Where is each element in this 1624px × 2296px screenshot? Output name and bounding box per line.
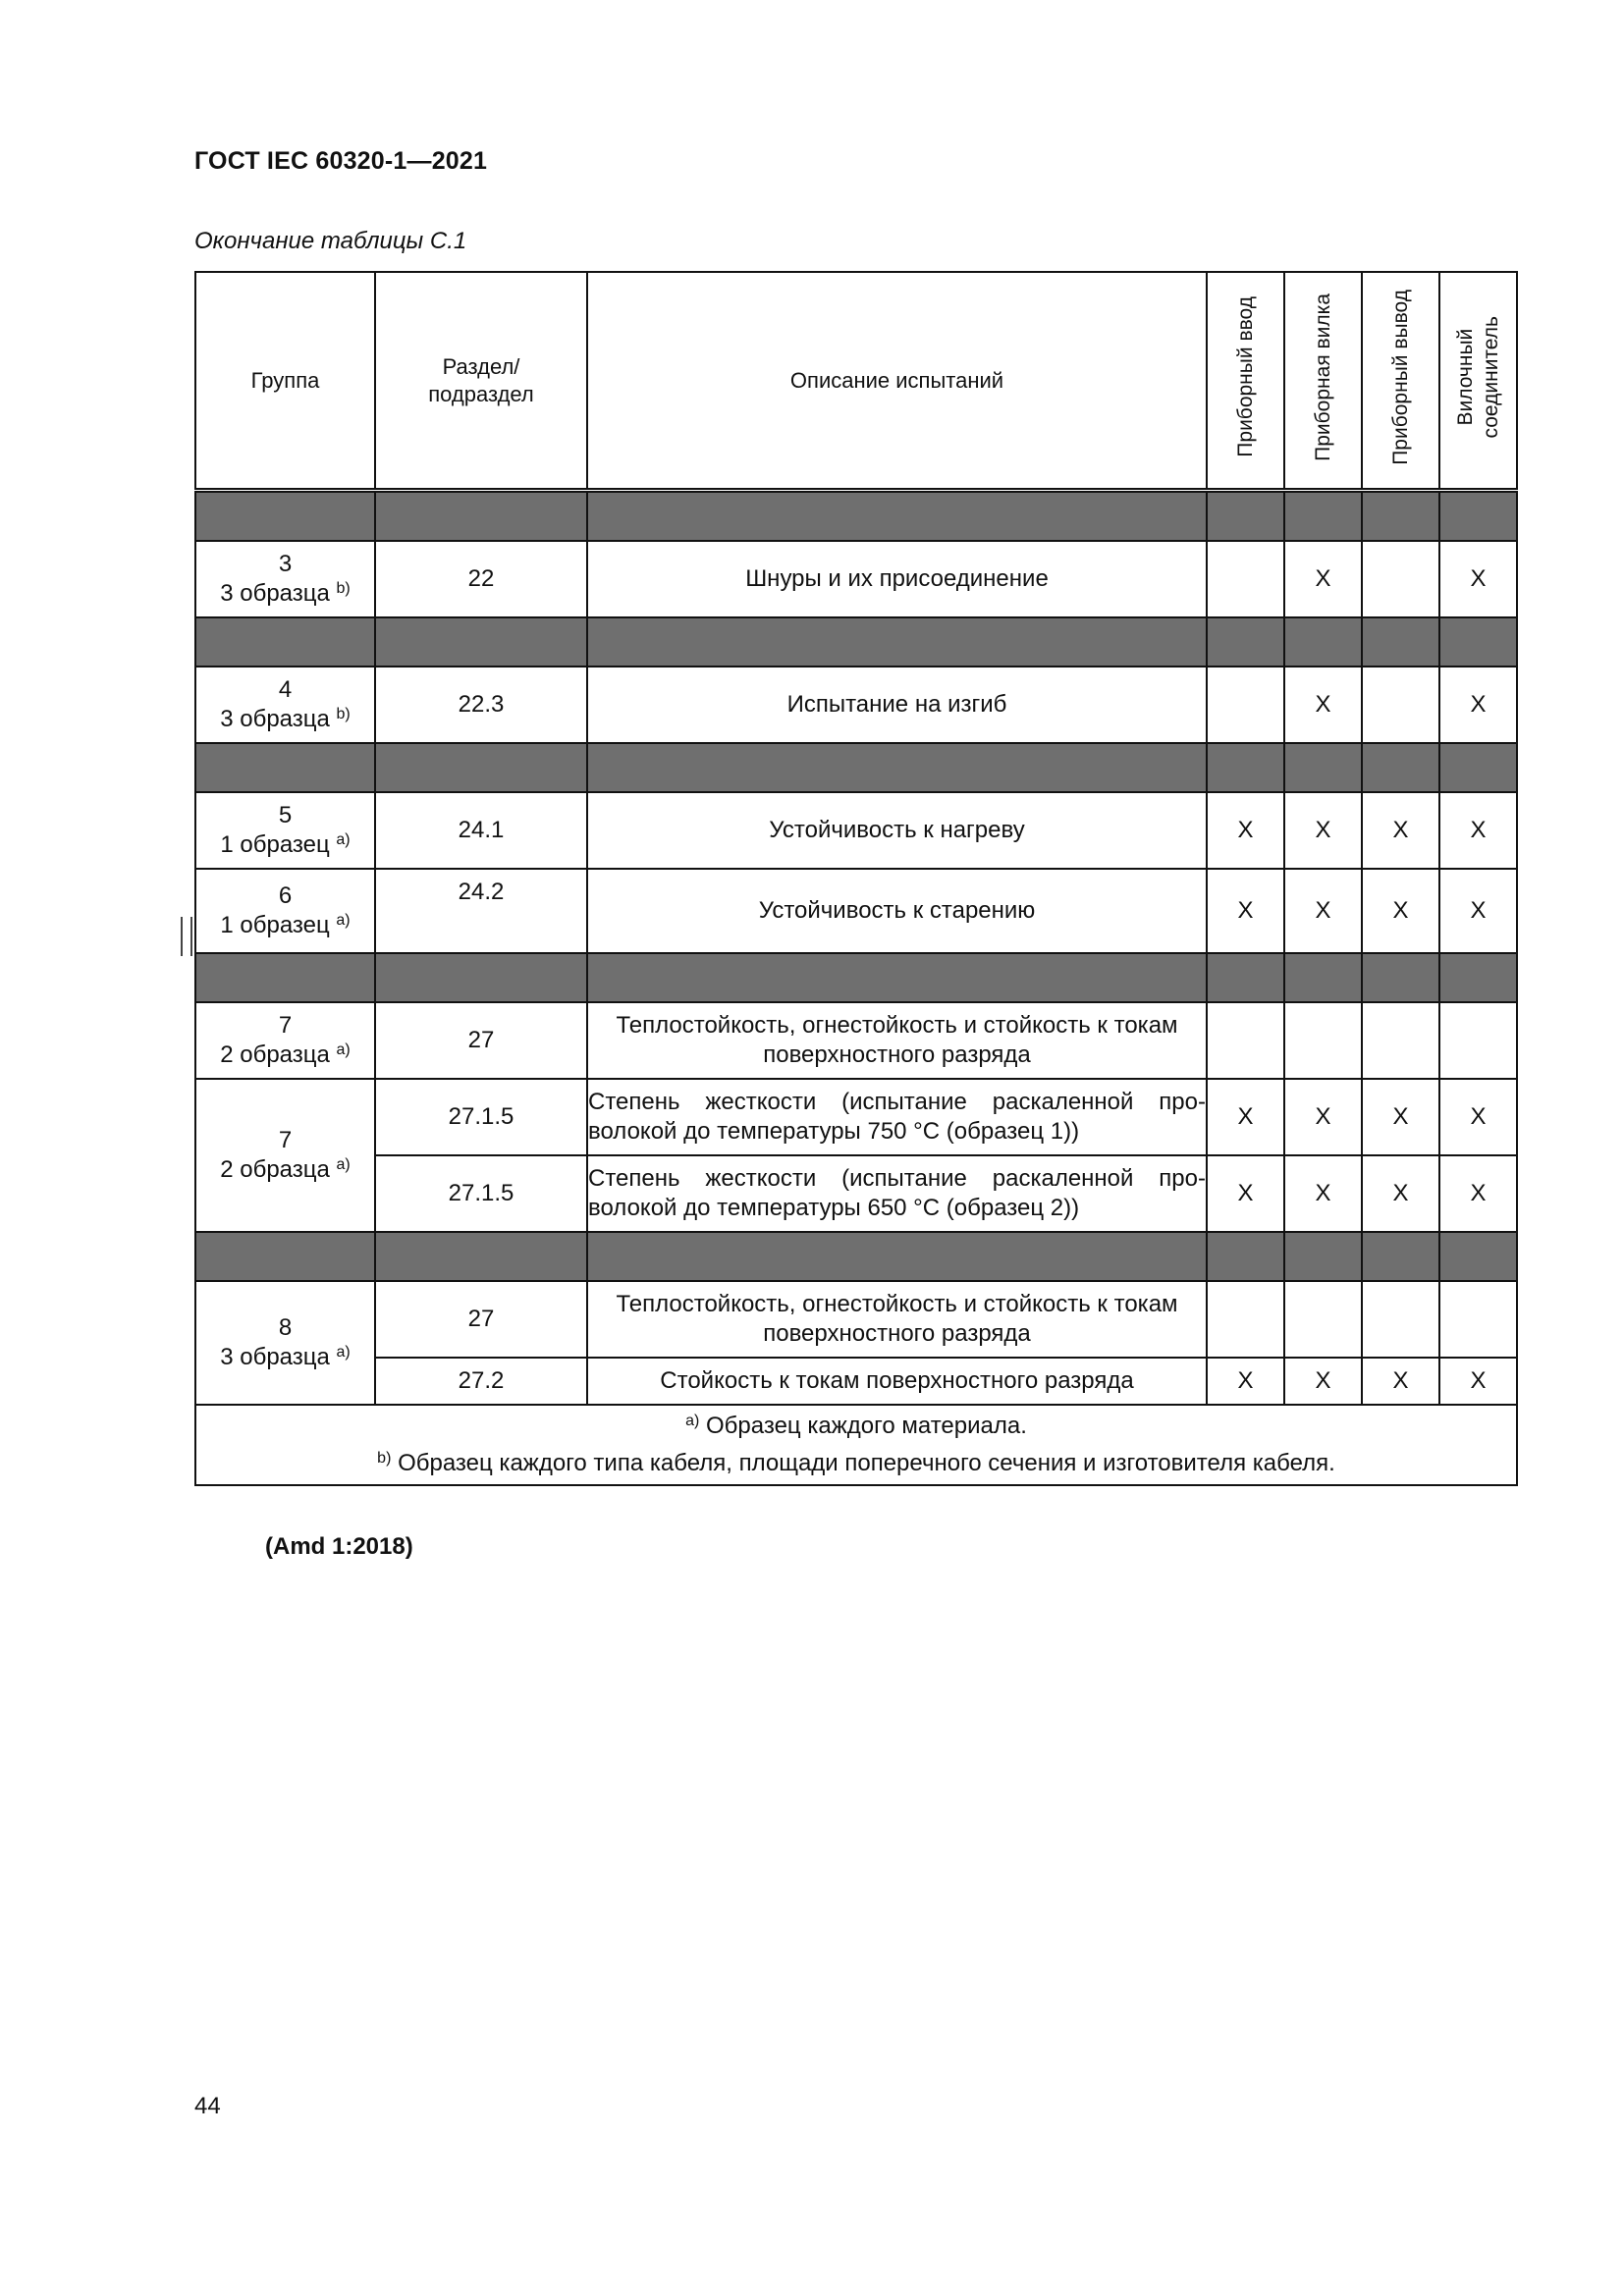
outlet-cell bbox=[1362, 541, 1439, 617]
table-header-row bbox=[195, 272, 1517, 491]
section-cell: 27.2 bbox=[375, 1358, 587, 1405]
inlet-cell bbox=[1207, 1281, 1284, 1358]
table-row bbox=[195, 869, 1517, 953]
table-row bbox=[195, 1002, 1517, 1079]
connector-cell bbox=[1439, 1281, 1517, 1358]
separator-band bbox=[195, 743, 1517, 792]
connector-cell bbox=[1439, 1002, 1517, 1079]
plug-cell: X bbox=[1284, 1079, 1362, 1155]
outlet-cell bbox=[1362, 1281, 1439, 1358]
footnotes bbox=[195, 1405, 1517, 1485]
group-cell: 3 3 образца $^{b)}$ bbox=[195, 541, 375, 617]
test-table bbox=[194, 271, 1518, 1486]
description-cell: Степень жесткости (испытание раскаленной проволокой до температуры 750 °C (образец 1)) bbox=[587, 1079, 1207, 1155]
group-cell: 7 2 образца $^{a)}$ bbox=[195, 1079, 375, 1232]
connector-cell: X bbox=[1439, 541, 1517, 617]
plug-cell bbox=[1284, 1281, 1362, 1358]
footnote-a: $^{a)}$ Образец каждого материала. bbox=[685, 1413, 1027, 1439]
column-header-outlet: Приборный вывод bbox=[1362, 272, 1439, 491]
section-cell: 27.1.5 bbox=[375, 1079, 587, 1155]
column-header-plug: Приборная вилка bbox=[1284, 272, 1362, 491]
section-cell: 27 bbox=[375, 1281, 587, 1358]
group-cell: 7 2 образца $^{a)}$ bbox=[195, 1002, 375, 1079]
outlet-cell: X bbox=[1362, 1358, 1439, 1405]
inlet-cell bbox=[1207, 667, 1284, 743]
inlet-cell: X bbox=[1207, 792, 1284, 869]
section-cell: 22.3 bbox=[375, 667, 587, 743]
footnote-b: $^{b)}$ Образец каждого типа кабеля, площади поперечного сечения и изготовителя кабеля. bbox=[377, 1450, 1335, 1476]
description-cell: Степень жесткости (испытание раскаленной проволокой до температуры 650 °C (образец 2)) bbox=[587, 1155, 1207, 1232]
change-bar bbox=[181, 917, 192, 956]
plug-cell: X bbox=[1284, 667, 1362, 743]
description-cell: Испытание на изгиб bbox=[587, 667, 1207, 743]
outlet-cell: X bbox=[1362, 869, 1439, 953]
column-header-group: Группа bbox=[195, 272, 375, 491]
section-cell: 22 bbox=[375, 541, 587, 617]
inlet-cell: X bbox=[1207, 1079, 1284, 1155]
plug-cell: X bbox=[1284, 541, 1362, 617]
document-header: ГОСТ IEC 60320-1—2021 bbox=[194, 147, 488, 175]
section-cell: 27.1.5 bbox=[375, 1155, 587, 1232]
inlet-cell: X bbox=[1207, 869, 1284, 953]
connector-cell: X bbox=[1439, 667, 1517, 743]
column-header-connector: Вилочный соединитель bbox=[1439, 272, 1517, 491]
inlet-cell bbox=[1207, 1002, 1284, 1079]
description-cell: Теплостойкость, огнестойкость и стойкость к токам поверхностного разряда bbox=[587, 1281, 1207, 1358]
table-row bbox=[195, 1079, 1517, 1155]
column-header-inlet: Приборный ввод bbox=[1207, 272, 1284, 491]
table-row bbox=[195, 792, 1517, 869]
table-row bbox=[195, 1281, 1517, 1358]
inlet-cell: X bbox=[1207, 1358, 1284, 1405]
connector-cell: X bbox=[1439, 1079, 1517, 1155]
connector-cell: X bbox=[1439, 1358, 1517, 1405]
separator-band bbox=[195, 617, 1517, 667]
connector-cell: X bbox=[1439, 792, 1517, 869]
table-row bbox=[195, 541, 1517, 617]
description-cell: Теплостойкость, огнестойкость и стойкость к токам поверхностного разряда bbox=[587, 1002, 1207, 1079]
section-cell: 24.1 bbox=[375, 792, 587, 869]
description-cell: Устойчивость к старению bbox=[587, 869, 1207, 953]
group-cell: 6 1 образец $^{a)}$ bbox=[195, 869, 375, 953]
connector-cell: X bbox=[1439, 869, 1517, 953]
table-caption: Окончание таблицы С.1 bbox=[194, 228, 467, 254]
description-cell: Шнуры и их присоединение bbox=[587, 541, 1207, 617]
footnotes-row bbox=[195, 1405, 1517, 1485]
separator-band bbox=[195, 953, 1517, 1002]
section-cell: 27 bbox=[375, 1002, 587, 1079]
connector-cell: X bbox=[1439, 1155, 1517, 1232]
separator-band bbox=[195, 1232, 1517, 1281]
outlet-cell bbox=[1362, 1002, 1439, 1079]
description-cell: Стойкость к токам поверхностного разряда bbox=[587, 1358, 1207, 1405]
separator-band bbox=[195, 491, 1517, 542]
section-cell: 24.2 bbox=[375, 869, 587, 953]
outlet-cell: X bbox=[1362, 1079, 1439, 1155]
plug-cell: X bbox=[1284, 869, 1362, 953]
outlet-cell: X bbox=[1362, 792, 1439, 869]
plug-cell bbox=[1284, 1002, 1362, 1079]
group-cell: 8 3 образца $^{a)}$ bbox=[195, 1281, 375, 1405]
amendment-note: (Amd 1:2018) bbox=[265, 1533, 413, 1560]
column-header-section: Раздел/ подраздел bbox=[375, 272, 587, 491]
plug-cell: X bbox=[1284, 792, 1362, 869]
plug-cell: X bbox=[1284, 1358, 1362, 1405]
group-cell: 5 1 образец $^{a)}$ bbox=[195, 792, 375, 869]
outlet-cell: X bbox=[1362, 1155, 1439, 1232]
table-row bbox=[195, 667, 1517, 743]
description-cell: Устойчивость к нагреву bbox=[587, 792, 1207, 869]
group-cell: 4 3 образца $^{b)}$ bbox=[195, 667, 375, 743]
page-number: 44 bbox=[194, 2093, 221, 2119]
outlet-cell bbox=[1362, 667, 1439, 743]
column-header-description: Описание испытаний bbox=[587, 272, 1207, 491]
plug-cell: X bbox=[1284, 1155, 1362, 1232]
table-row bbox=[195, 1155, 1517, 1232]
table-row bbox=[195, 1358, 1517, 1405]
inlet-cell: X bbox=[1207, 1155, 1284, 1232]
inlet-cell bbox=[1207, 541, 1284, 617]
